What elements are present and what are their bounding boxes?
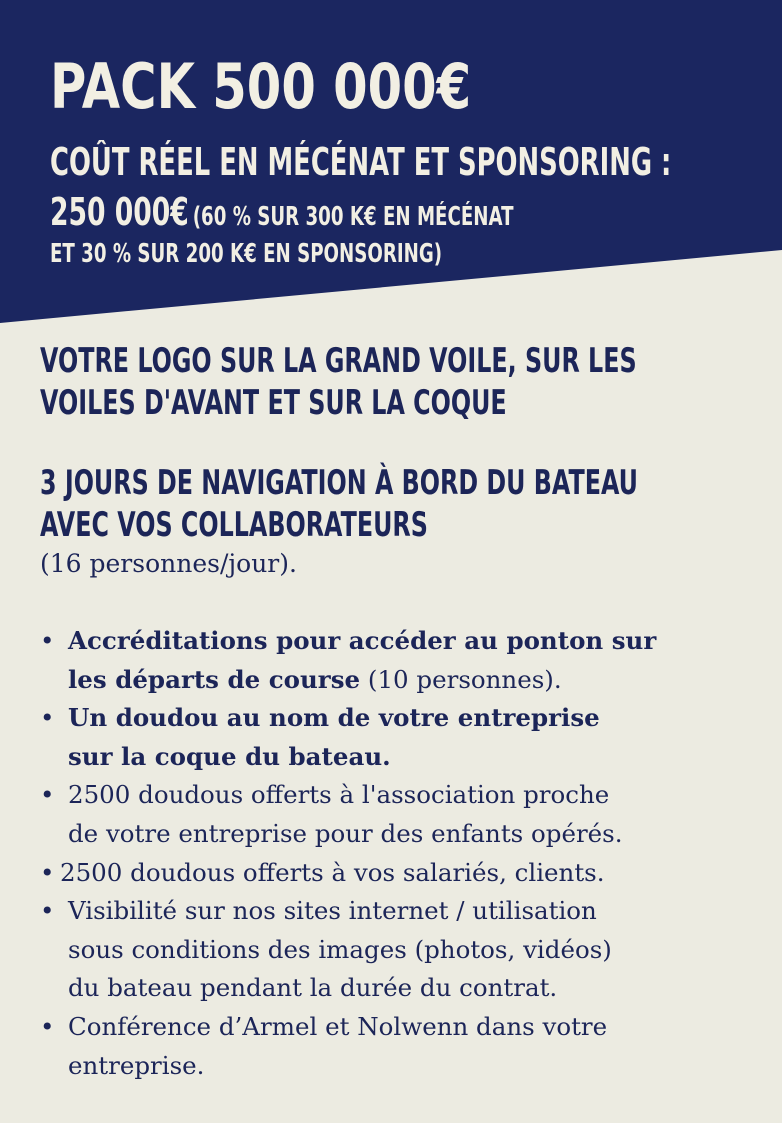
navigation-note: (16 personnes/jour). bbox=[40, 549, 297, 578]
logo-heading-line-1: VOTRE LOGO SUR LA GRAND VOILE, SUR LES bbox=[40, 341, 637, 381]
item-text: du bateau pendant la durée du contrat. bbox=[68, 973, 558, 1003]
bullet-icon: • bbox=[40, 857, 55, 887]
cost-detail-2: ET 30 % SUR 200 K€ EN SPONSORING) bbox=[50, 239, 443, 269]
logo-heading-line-2: VOILES D'AVANT ET SUR LA COQUE bbox=[40, 383, 507, 423]
header-banner bbox=[0, 0, 782, 330]
pack-title: PACK 500 000€ bbox=[50, 50, 472, 123]
item-text: de votre entreprise pour des enfants opérés. bbox=[68, 818, 623, 848]
list-item bbox=[40, 776, 770, 853]
real-cost-heading: COÛT RÉEL EN MÉCÉNAT ET SPONSORING : bbox=[50, 140, 672, 184]
cost-amount: 250 000€ bbox=[50, 190, 189, 234]
list-item bbox=[40, 699, 770, 776]
item-text: Conférence d’Armel et Nolwenn dans votre bbox=[68, 1011, 608, 1041]
list-item bbox=[40, 892, 770, 1008]
item-text: Un doudou au nom de votre entreprise bbox=[68, 703, 600, 733]
cost-detail-1: (60 % SUR 300 K€ EN MÉCÉNAT bbox=[192, 202, 514, 232]
list-item bbox=[40, 854, 770, 893]
navigation-heading-line-1: 3 JOURS DE NAVIGATION À BORD DU BATEAU bbox=[40, 463, 638, 503]
item-text: Accréditations pour accéder au ponton sur bbox=[68, 626, 657, 655]
item-text: Visibilité sur nos sites internet / utilisation bbox=[68, 896, 597, 926]
cost-line bbox=[50, 190, 514, 234]
item-text: 2500 doudous offerts à l'association proche bbox=[68, 780, 610, 810]
item-text: sur la coque du bateau. bbox=[68, 741, 391, 771]
bullet-icon: • bbox=[40, 780, 55, 810]
item-text: 2500 doudous offerts à vos salariés, clients. bbox=[60, 857, 605, 887]
item-text: les départs de course bbox=[68, 664, 361, 694]
item-text: entreprise. bbox=[68, 1050, 205, 1080]
bullet-icon: • bbox=[40, 1011, 55, 1041]
list-item bbox=[40, 1008, 770, 1085]
navigation-heading-line-2: AVEC VOS COLLABORATEURS bbox=[40, 505, 428, 545]
item-text: (10 personnes). bbox=[360, 664, 562, 694]
list-item bbox=[40, 622, 770, 699]
bullet-icon: • bbox=[40, 703, 55, 733]
bullet-icon: • bbox=[40, 626, 55, 655]
item-text: sous conditions des images (photos, vidéos) bbox=[68, 934, 612, 964]
bullet-icon: • bbox=[40, 896, 55, 926]
benefits-list bbox=[40, 622, 770, 1085]
